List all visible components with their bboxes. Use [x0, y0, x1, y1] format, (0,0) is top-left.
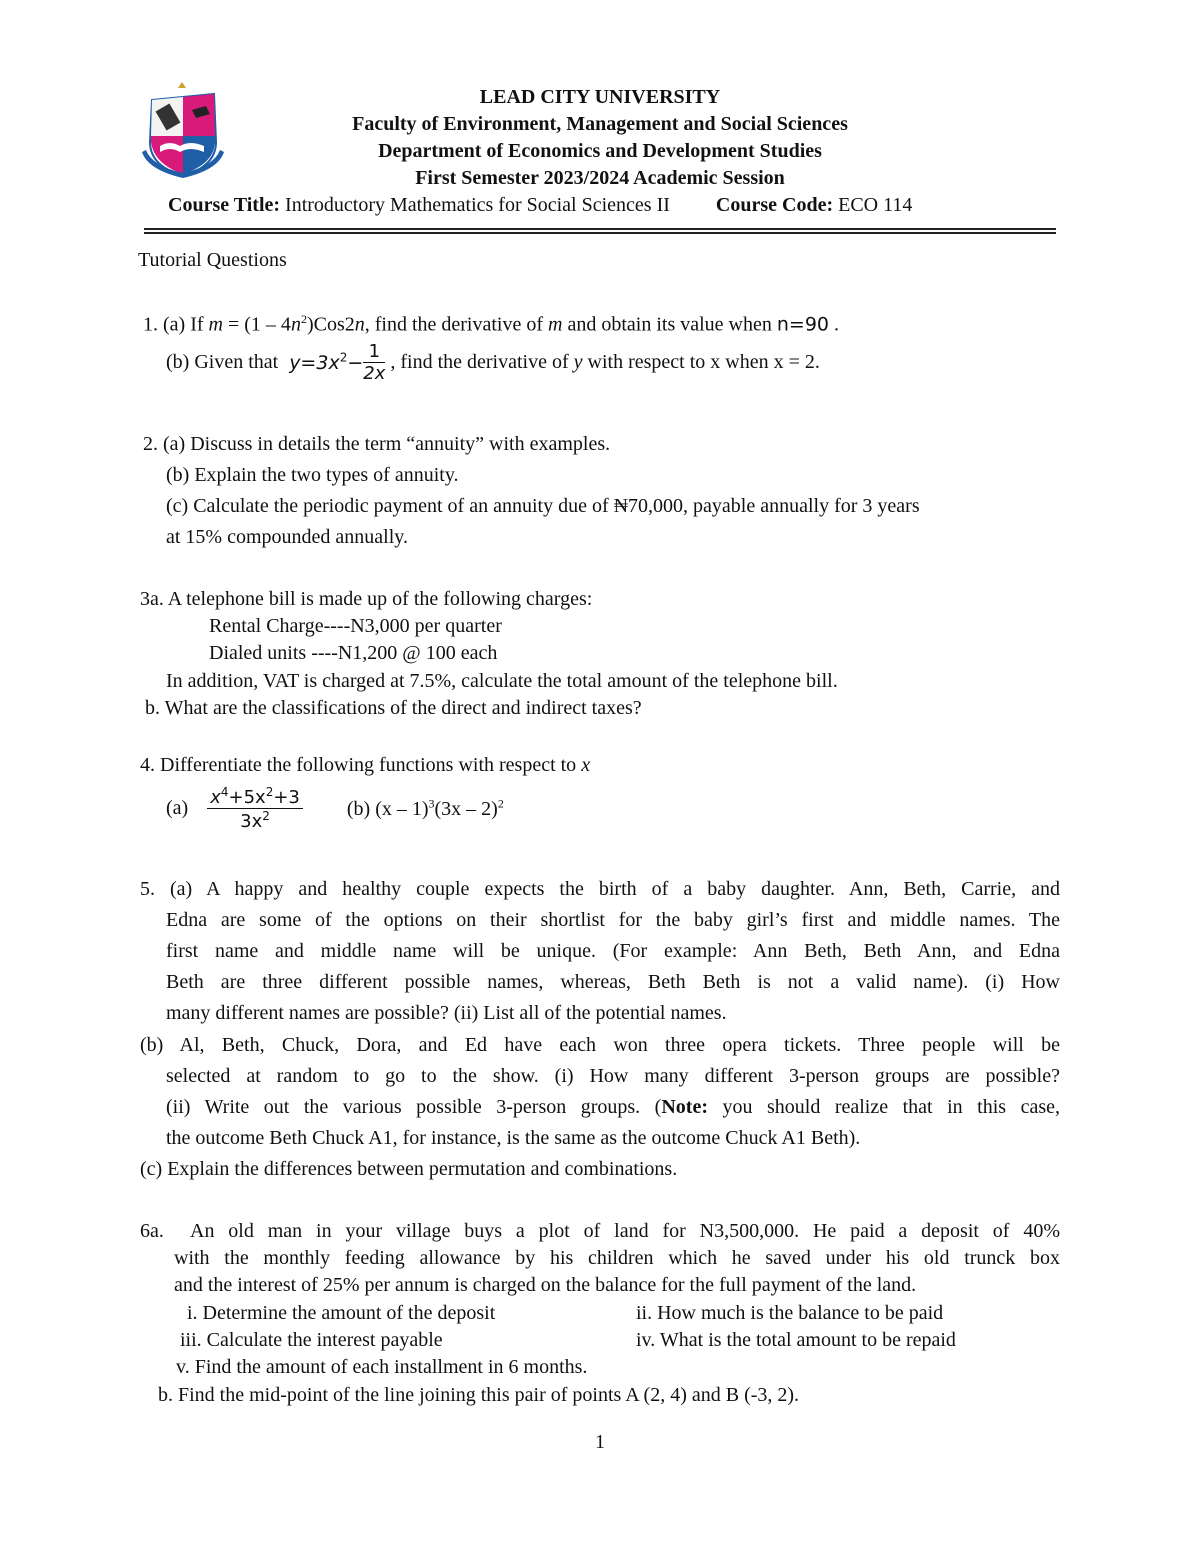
course-line	[168, 194, 912, 217]
q6-b: b. Find the mid-point of the line joining this pair of points A (2, 4) and B (-3, 2).	[158, 1384, 800, 1406]
q5-a-line3: first name and middle name will be unique. (For example: Ann Beth, Beth Ann, and Edna	[166, 940, 1060, 962]
session: First Semester 2023/2024 Academic Session	[415, 167, 785, 189]
q6-ii: ii. How much is the balance to be paid	[636, 1302, 944, 1324]
section-title: Tutorial Questions	[138, 249, 287, 271]
q3-dialed: Dialed units ----N1,200 @ 100 each	[209, 642, 498, 664]
course-code-label: Course Code:	[715, 194, 834, 216]
q4-a-fraction: $\frac{x^4+5x^2+3}{3x^2}$	[207, 785, 303, 832]
q6-a-line3: and the interest of 25% per annum is charged on the balance for the full payment of the land.	[174, 1274, 917, 1296]
q2-c-line1: (c) Calculate the periodic payment of an annuity due of ₦70,000, payable annually for 3 years	[166, 495, 920, 517]
q4-parts: (a) $\frac{x^4+5x^2+3}{3x^2}$ (b) (x – 1)$^3$(3x – 2)$^2$	[166, 785, 504, 832]
university-name: LEAD CITY UNIVERSITY	[479, 86, 721, 108]
q3-rental: Rental Charge----N3,000 per quarter	[209, 615, 502, 637]
q6-v: v. Find the amount of each installment in 6 months.	[176, 1356, 588, 1378]
q3-a: 3a. A telephone bill is made up of the following charges:	[140, 588, 593, 610]
q5-b-line4: the outcome Beth Chuck A1, for instance, is the same as the outcome Chuck A1 Beth).	[166, 1127, 861, 1149]
page-number: 1	[595, 1431, 605, 1453]
faculty-name: Faculty of Environment, Management and Social Sciences	[352, 113, 848, 135]
q6-a-label: 6a.	[140, 1220, 164, 1242]
q3-vat: In addition, VAT is charged at 7.5%, calculate the total amount of the telephone bill.	[166, 670, 838, 692]
q5-b-line1: (b) Al, Beth, Chuck, Dora, and Ed have each won three opera tickets. Three people will be	[140, 1034, 1060, 1056]
q5-a-line4: Beth are three different possible names, whereas, Beth Beth is not a valid name). (i) How	[166, 971, 1060, 993]
q6-i: i. Determine the amount of the deposit	[187, 1302, 496, 1324]
q6-iv: iv. What is the total amount to be repaid	[636, 1329, 956, 1351]
q3-b: b. What are the classifications of the direct and indirect taxes?	[145, 697, 642, 719]
q5-a-line1: 5. (a) A happy and healthy couple expects the birth of a baby daughter. Ann, Beth, Carrie, and	[140, 878, 1060, 900]
q6-iii: iii. Calculate the interest payable	[180, 1329, 443, 1351]
q2-b: (b) Explain the two types of annuity.	[166, 464, 459, 486]
course-title-label: Course Title:	[168, 194, 281, 216]
course-code: ECO 114	[838, 194, 913, 216]
q1-a: 1. (a) If $m = (1 - 4n^2)Cos2n$, find the derivative of m and obtain its value when n=90 .	[143, 312, 840, 336]
q5-a-line2: Edna are some of the options on their shortlist for the baby girl’s first and middle names. The	[166, 909, 1060, 931]
department-name: Department of Economics and Development Studies	[378, 140, 822, 162]
q5-c: (c) Explain the differences between permutation and combinations.	[140, 1158, 678, 1180]
q6-a-line2: with the monthly feeding allowance by his children which he saved under his old trunck box	[174, 1247, 1060, 1269]
q5-b-line3: (ii) Write out the various possible 3-person groups. (Note: you should realize that in this case,	[166, 1096, 1060, 1118]
q1-b: (b) Given that $y=3x^2-$ $\frac{1}{2x}$ , find the derivative of y with respect to x when x = 2.	[166, 341, 820, 384]
double-rule	[144, 226, 1056, 236]
q6-a-line1: An old man in your village buys a plot of land for N3,500,000. He paid a deposit of 40%	[190, 1220, 1060, 1242]
q2-a: 2. (a) Discuss in details the term “annuity” with examples.	[143, 433, 611, 455]
q4-b: (b) (x – 1)$^3$(3x – 2)$^2$	[346, 796, 504, 820]
course-title: Introductory Mathematics for Social Sciences II	[285, 194, 670, 216]
q1-b-fraction: $\frac{1}{2x}$	[363, 341, 386, 384]
q5-b-line2: selected at random to go to the show. (i) How many different 3-person groups are possible?	[166, 1065, 1060, 1087]
q2-c-line2: at 15% compounded annually.	[166, 526, 408, 548]
q5-a-line5: many different names are possible? (ii) List all of the potential names.	[166, 1002, 727, 1024]
q4-title: 4. Differentiate the following functions with respect to x	[140, 754, 591, 776]
